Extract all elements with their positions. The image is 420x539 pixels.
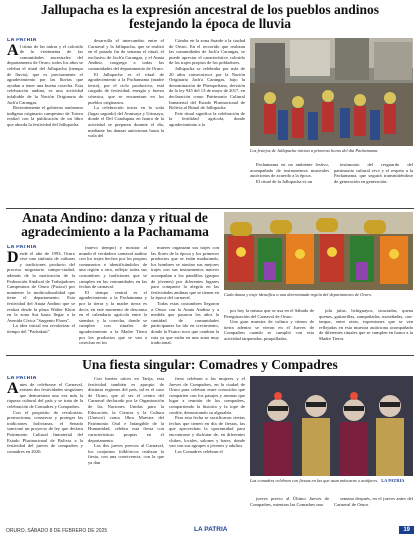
- page-footer: [6, 526, 414, 537]
- article3-col3c-text: Los Comadres celebran el: [175, 448, 223, 454]
- article1-col4-text: Pachamama en un ambiente festivo, acompañado de instrumentos musicales autóctonos de acuerdo a la época.: [250, 162, 329, 179]
- article1-col4: [250, 162, 329, 206]
- article1-col3-text: Cóndor en la zona Suarde a la ciudad de Oruro. En el recorrido que realizan las comunidades de Jach'a Carangas, se puede apreciar el característico colorido de los trajes propios de los pobladores.: [169, 38, 245, 66]
- article3-caption-credit: LA PATRIA: [381, 478, 405, 483]
- article2-col2-text: (nuevo tiempo) y mostrar al mundo el verdadero carnaval andino con los trajes hechos por los propios comunarios e identificándolos de una región a otra, reflejar todas sus costumbres y tradiciones que se cumplen en las comunidades en las fechas de carnaval.: [79, 245, 147, 290]
- article1-photo: [250, 38, 413, 146]
- article1-col1: [7, 38, 83, 206]
- article1-headline: Jallupacha es la expresión ancestral de los pueblos andinos festejando la época de lluvia: [40, 2, 380, 32]
- article2-dropcap: D: [7, 248, 19, 266]
- article2-col3: [151, 245, 219, 353]
- divider-1: [6, 208, 414, 209]
- article3-col1b-text: Con el propósito de revalorizar, promocionar, conservar y proteger las tradiciones bolivianas, el Senado sancionó un proyecto de ley que declara Patrimonio Cultural Inmaterial del Estado Plurinacional de Bolivia a la festividad del jueves de compadres y comadres en 2020.: [7, 409, 83, 454]
- article3-col4-text: jueves previo al Último Jueves de Compadres, mientras las Comadres una: [250, 496, 329, 507]
- footer-brand: LA PATRIA: [194, 526, 228, 533]
- article2-kicker: LA PATRIA: [7, 245, 37, 250]
- article3-caption: [250, 478, 413, 483]
- article1-col2-text: desarrolla el intercambio entre el Carnaval y la Jallupacha, que se realizó en el pasado fin de semana el ritual, el exclusivo de Jach'a Carangas, y el Anata Andino, congrega a todas las comunidades del departamento de Oruro.: [88, 38, 164, 71]
- article3-caption-text: Las comadres celebran con fiestas en las que usan máscaras o antifaces.: [250, 478, 379, 483]
- article2-photo: [224, 212, 413, 290]
- article1-dropcap: A: [7, 41, 19, 59]
- article1-col5: [334, 162, 413, 206]
- article2-col4-text: por hoy la misma que se usa en el Sábado de Peregrinación del Carnaval de Oruro.: [224, 308, 314, 319]
- article3-col3b-text: Para esta fecha se sacrificaron ciertas fechas que tienen en día de fiestas, las que aprovechan la oportunidad para encontrarse y disfrutar de, en diferentes clubes, locales, salones y bares, donde van con sus agrupes a jóvenes y adultos.: [169, 415, 245, 449]
- article3-col1-text: ntes de celebrarse el Carnaval, existen dos festividades singulares que demuestran una vez más la riqueza cultural del país y se trata de la celebración de Comadres y Compadres.: [7, 381, 83, 409]
- article3-photo: [250, 376, 413, 476]
- article1-col3b-text: Jallupacha se celebraba por más de 20 años consecutivos por la Nación Originaria Jach'a Carangas, bajo la denominación de Phesqachana, decisión de la ley 945 del 13 de mayo de 2017, en declaración como Patrimonio Cultural Inmaterial del Estado Plurinacional de Bolivia al Ritual de Jallupacha.: [169, 65, 245, 111]
- article1-col1-text: l ritmo de las tarkas y el colorido de la vestimenta de las comunidades ancestrales del departamento de Oruro, todos los años se celebra el ritual del Jallupacha (tiempo de lluvia), que es precisamente el agradecimiento por las lluvias que ayudan a tener una buena cosecha. Esta celebración andina, es una actividad infaltable de la Nación Originaria de Jach'a Carangas.: [7, 43, 83, 105]
- anata-andino-photo: [224, 212, 413, 290]
- article2-col3-text: mueres organizan sus trajes con las flores de la época y los primeros productos que se están madurando, los hombres se atavían sus mejores trajes con sus instrumentos nativos acompañan a los pandillos (grupos de jóvenes) por diferentes lugares para compartir la alegría en las festividades andinas que se tienen en la época del carnaval.: [151, 245, 219, 301]
- article2-col1-text: esde el año de 1993, Oruro vive una sinfonía de culturas y tradiciones producto del proceso migratorio campo-ciudad, además de la motivación de la Federación Sindical de Trabajadores Campesinos de Oruro (Fsutco) por mantener la multiculturalidad que tiene el departamento. Esta festividad del Anata Andino que se realiza desde la plaza Walter Khon en la zona Sur hasta llegar a la Avenida Cívica "Sargento Flores".: [7, 250, 75, 323]
- article2-caption: Cada danza y traje identifica a una determinada región del departamento de Oruro.: [224, 292, 373, 297]
- article1-col4b-text: El ritual de la Jallupacha es un: [256, 178, 313, 184]
- comadres-photo: [250, 376, 413, 476]
- article3-col5-text: semana después, en el jueves antes del Carnaval de Oruro.: [334, 496, 413, 507]
- article1-col5-text: testimonio del resguardo del patrimonio cultural vivo y el respeto a la Pachamama, que seguirá transmitiéndose de generación en generación.: [334, 162, 413, 184]
- article3-col2: [88, 376, 164, 524]
- article2-col1b-text: La idea inicial era revalorizar el tiempo del "Pachakuti": [7, 323, 75, 334]
- article1-col1b-text: Recientemente el gobierno autónomo indígena originario campesino de Totora realizó con la publicación de un libro que aborda la festividad del Jallupacha.: [7, 105, 83, 127]
- article2-col4b-text: Una gran muestra de cultura y ritmos de tierra adentro se vieron en el Jueves de Compadres cuando se cumplió con esta actividad tarqueadas, pinquilladas,: [224, 319, 314, 341]
- article2-col1: [7, 245, 75, 353]
- article3-col1: [7, 376, 83, 524]
- article1-col3c-text: Este ritual significa la celebración de la fertilidad agrícola, donde agradecimiento a la: [169, 110, 245, 127]
- article2-col5-text: julu julus, lichiguayos, sicuriadas, quena quenas, guitarrillas, zampoñadas, moseñadas, con-tanpac, entre otras, expresiones que se ven reflejadas en esta muestra autóctona acompañado de diferentes rituales que se cumplen en honor a la Madre Tierra.: [319, 308, 413, 341]
- article2-headline: Anata Andino: danza y ritual de agradecimiento a la Pachamama: [21, 210, 209, 240]
- article1-kicker: LA PATRIA: [7, 38, 37, 43]
- article2-col2: [79, 245, 147, 353]
- article1-col2c-text: La celebración inicia en la wala (lugar sagrado) del Aransaya y Urinsaya, donde el Del Condupata en honra de la actividad se preparan durante el día, mediante las danzas autóctonas hasta la wala del: [88, 105, 164, 139]
- article3-col2b-text: Las dos jueves previos al Carnaval, los conjuntos folklóricos realizan la fiesta, con una convivencia, con la que ya dan: [88, 443, 164, 465]
- article3-col5: [334, 496, 413, 524]
- divider-2: [6, 355, 414, 356]
- article3-col2-text: Con fuertes raíces en Tarija, esta festividad también es apropio de distintas regiones del país, tal es el caso de Oruro, que al ser el centro del Carnaval declarado por la Organización de las Naciones Unidas para la Educación, la Ciencia y la Cultura (Unesco) como Obra Maestra del Patrimonio Oral e Intangible de la Humanidad, celebra esta fiesta con características propias en el departamento.: [88, 376, 164, 443]
- footer-date: ORURO, SÁBADO 8 DE FEBRERO DE 2025: [6, 528, 108, 534]
- article3-headline: Una fiesta singular: Comadres y Compadres: [82, 357, 338, 372]
- article3-col3: [169, 376, 245, 524]
- article1-col2b-text: El Jallupacha es el ritual de agradecimiento a la Pachamama (madre tierra), por el ciclo productivo, está cargado de festividad, energía y fuerza cósmica, que se encuentran en los pueblos originarios.: [88, 71, 164, 105]
- jallupacha-photo: [250, 38, 413, 146]
- article2-col3b-text: Todas estas costumbres llegaron a Oruro con la Anata Andino y a medida que pasaron los años la cantidad de comunidades participantes ha ido en crecimiento, donde la Fsutco tuvo que cambiar la ruta ya que están en una zona muy tradicional.: [151, 300, 219, 346]
- article3-kicker: LA PATRIA: [7, 376, 37, 381]
- article3-col3-text: fieso celebran a las mujeres y el Jueves de Compadres, en la ciudad de Oruro para celebrar entre conocidos que comparten con los pasajes y aromas que lugar a reunión de los compadres, compartiendo la historia y la tope de confite, demostrando su algarabía.: [169, 376, 245, 415]
- article2-col2b-text: El tiempo central es el agradecimiento a la Pachamama y por la tierra y la madre tierra es decir, en este momento de descanso en el calendario agrícola entre la siembra y la cosecha, donde se cumplen con rituales de agradecimiento a la Madre Tierra por los productos que se van a cosechar en los: [79, 289, 147, 346]
- article2-col4: [224, 308, 314, 353]
- article1-caption: Los festejos de Jallupacha inician a primeras horas del día Pachamama.: [250, 148, 379, 153]
- page-number: 19: [399, 526, 414, 534]
- article3-dropcap: A: [7, 379, 19, 397]
- article2-col5: [319, 308, 413, 353]
- article1-col3: [169, 38, 245, 206]
- article3-col4: [250, 496, 329, 524]
- article1-col2: [88, 38, 164, 206]
